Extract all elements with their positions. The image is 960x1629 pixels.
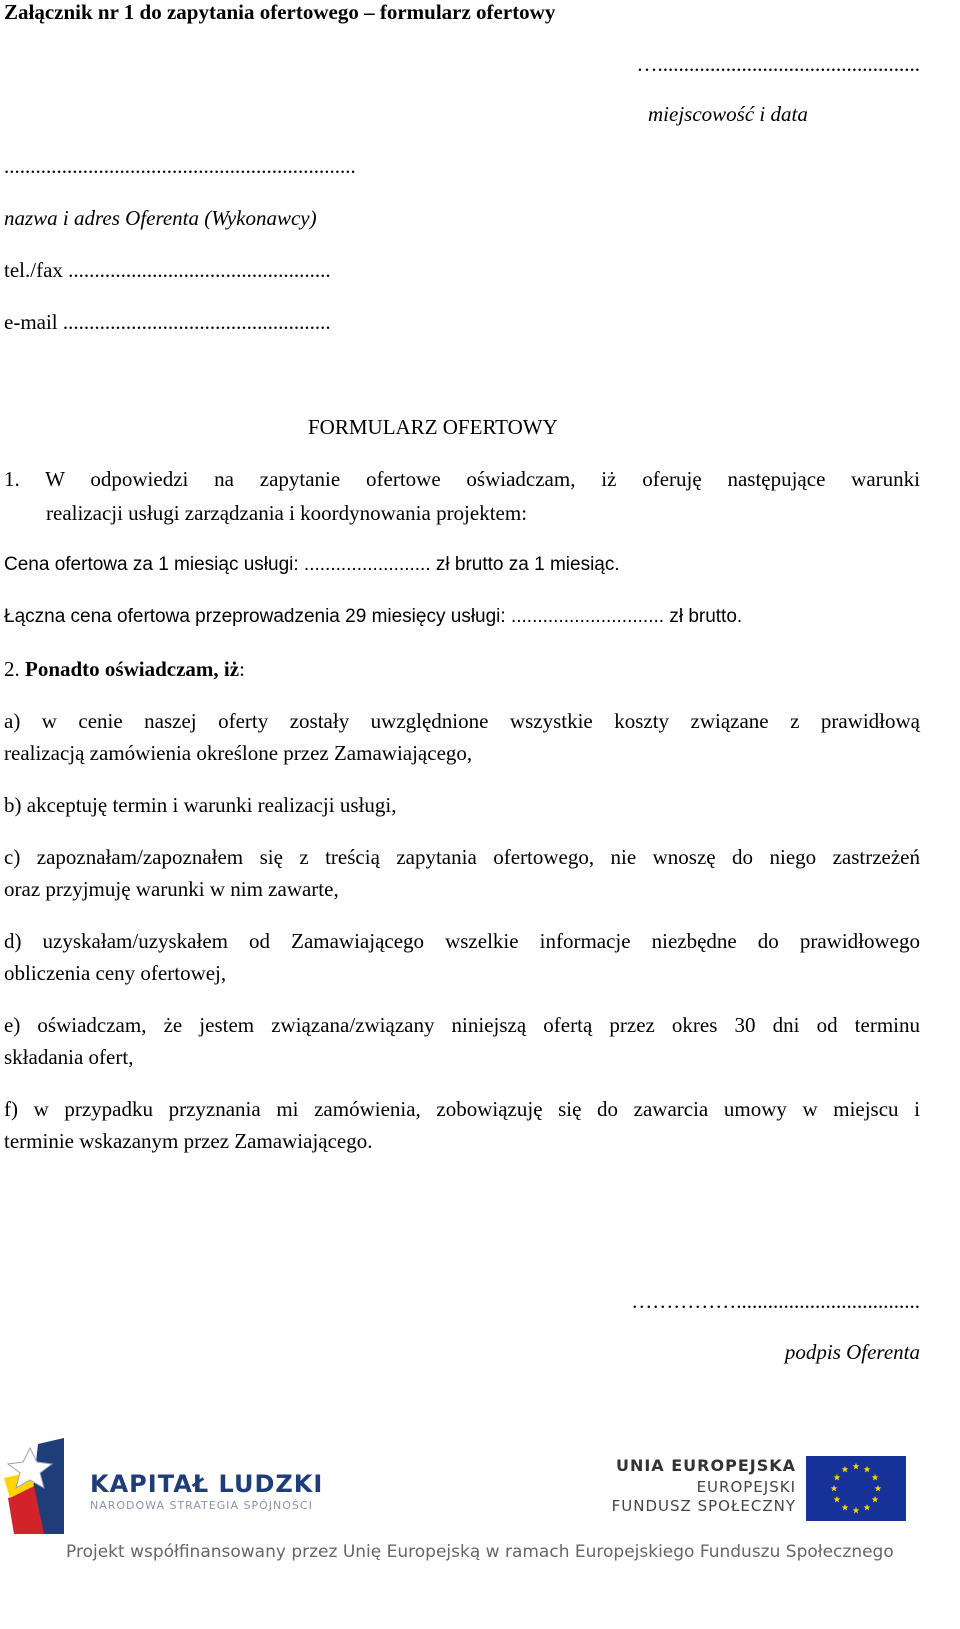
clause-e-line2: składania ofert, (4, 1045, 134, 1069)
place-date-caption: miejscowość i data (648, 102, 808, 126)
kl-title: KAPITAŁ LUDZKI (90, 1470, 324, 1498)
cofinance-note: Projekt współfinansowany przez Unię Europejską w ramach Europejskiego Funduszu Społecznego (66, 1542, 894, 1562)
item2-heading: Ponadto oświadczam, iż (25, 657, 240, 681)
clause-d-line1: d) uzyskałam/uzyskałem od Zamawiającego wszelkie informacje niezbędne do prawidłowego (4, 929, 920, 953)
eu-flag-icon (806, 1456, 906, 1521)
kl-subtitle: NARODOWA STRATEGIA SPÓJNOŚCI (90, 1499, 313, 1512)
clause-e-line1: e) oświadczam, że jestem związana/związany niniejszą ofertą przez okres 30 dni od terminu (4, 1013, 920, 1037)
eu-line3: FUNDUSZ SPOŁECZNY (611, 1497, 796, 1515)
eu-flag-svg (806, 1456, 906, 1521)
phone-fax-line: tel./fax .................................................. (4, 258, 331, 282)
clause-a-line1: a) w cenie naszej oferty zostały uwzględnione wszystkie koszty związane z prawidłową (4, 709, 920, 733)
item2-heading-row (4, 659, 245, 680)
item1-line1: 1. W odpowiedzi na zapytanie ofertowe oświadczam, iż oferuję następujące warunki (4, 467, 920, 491)
clause-b: b) akceptuję termin i warunki realizacji usługi, (4, 793, 397, 817)
form-heading: FORMULARZ OFERTOWY (308, 415, 558, 439)
clause-f-line2: terminie wskazanym przez Zamawiającego. (4, 1129, 373, 1153)
eu-line2: EUROPEJSKI (696, 1478, 796, 1496)
signature-dots: ……………................................... (631, 1289, 920, 1313)
eu-line1: UNIA EUROPEJSKA (615, 1456, 796, 1475)
signature-caption: podpis Oferenta (784, 1340, 920, 1364)
offerer-dots: ................................................................... (4, 154, 356, 178)
price-total: Łączna cena ofertowa przeprowadzenia 29 miesięcy usługi: ............................. zł brutto. (4, 606, 743, 627)
clause-d-line2: obliczenia ceny ofertowej, (4, 961, 227, 985)
price-monthly: Cena ofertowa za 1 miesiąc usługi: ........................ zł brutto za 1 miesiąc. (4, 554, 620, 575)
item1-line2: realizacji usługi zarządzania i koordynowania projektem: (46, 501, 528, 525)
item2-number: 2. (4, 657, 20, 681)
email-line: e-mail ................................................... (4, 310, 331, 334)
item2-colon: : (239, 657, 245, 681)
offerer-caption: nazwa i adres Oferenta (Wykonawcy) (4, 206, 317, 230)
kapital-ludzki-logo-icon (4, 1438, 84, 1534)
clause-c-line2: oraz przyjmuję warunki w nim zawarte, (4, 877, 339, 901)
clause-c-line1: c) zapoznałam/zapoznałem się z treścią zapytania ofertowego, nie wnoszę do niego zastrzeżeń (4, 845, 920, 869)
clause-f-line1: f) w przypadku przyznania mi zamówienia, zobowiązuję się do zawarcia umowy w miejscu i (4, 1097, 920, 1121)
clause-a-line2: realizacją zamówienia określone przez Zamawiającego, (4, 741, 473, 765)
place-date-dots: ….................................................. (636, 52, 920, 76)
attachment-title: Załącznik nr 1 do zapytania ofertowego – formularz ofertowy (4, 0, 556, 24)
